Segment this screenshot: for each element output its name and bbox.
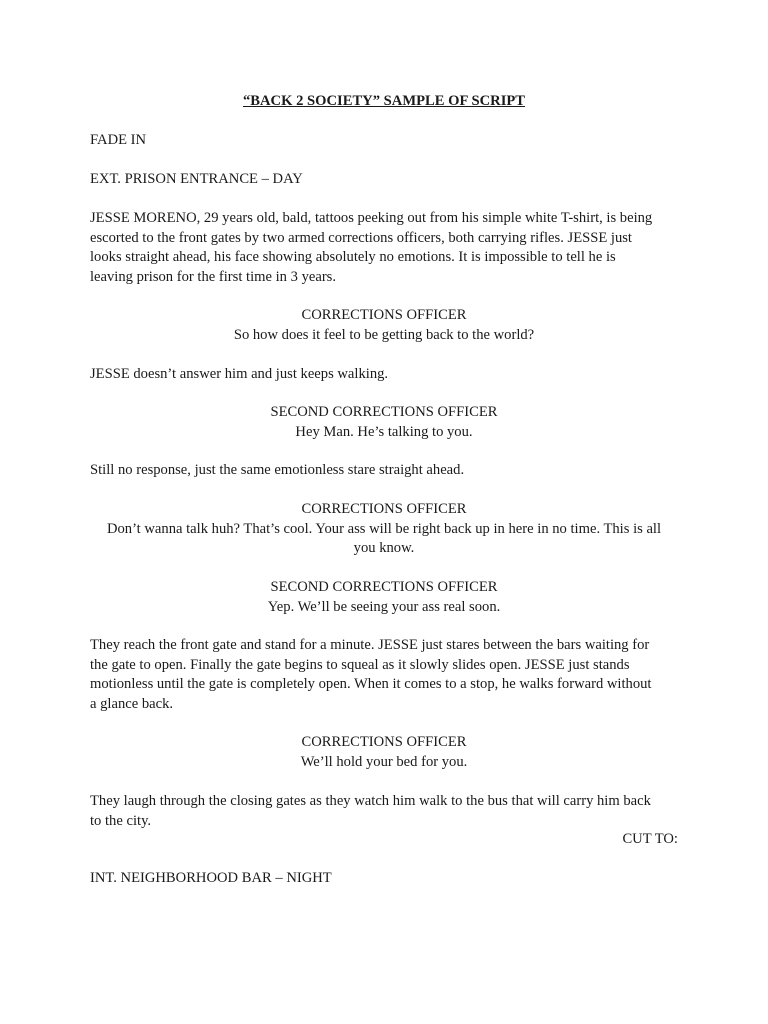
dialogue-block-1 <box>90 306 678 345</box>
dialogue-block-4 <box>90 578 678 617</box>
action-line: JESSE MORENO, 29 years old, bald, tattoos peeking out from his simple white T-shirt, is being <box>90 210 653 226</box>
action-line: They reach the front gate and stand for a minute. JESSE just stares between the bars waiting for <box>90 637 650 653</box>
character-name: CORRECTIONS OFFICER <box>301 501 467 517</box>
action-line: a glance back. <box>90 695 174 712</box>
dialogue-line: Yep. We’ll be seeing your ass real soon. <box>267 598 501 615</box>
dialogue-block-5 <box>90 733 678 772</box>
action-line: the gate to open. Finally the gate begins to squeal as it slowly slides open. JESSE just stands <box>90 656 630 673</box>
action-paragraph-4 <box>90 636 678 714</box>
action-line: escorted to the front gates by two armed corrections officers, both carrying rifles. JESSE just <box>90 229 632 246</box>
action-paragraph-5 <box>90 792 678 831</box>
dialogue-line: We’ll hold your bed for you. <box>300 753 468 770</box>
dialogue-line: Hey Man. He’s talking to you. <box>295 423 473 440</box>
character-name: CORRECTIONS OFFICER <box>301 734 467 750</box>
fade-in-transition: FADE IN <box>90 132 147 148</box>
scene-heading-1: EXT. PRISON ENTRANCE – DAY <box>90 171 303 187</box>
scene-heading-2: INT. NEIGHBORHOOD BAR – NIGHT <box>90 870 332 886</box>
character-name: CORRECTIONS OFFICER <box>301 307 467 323</box>
action-line: They laugh through the closing gates as they watch him walk to the bus that will carry him back <box>90 793 651 809</box>
action-line: leaving prison for the first time in 3 years. <box>90 268 337 285</box>
action-paragraph-3: Still no response, just the same emotionless stare straight ahead. <box>90 462 465 478</box>
dialogue-block-2 <box>90 403 678 442</box>
action-paragraph-1 <box>90 209 678 287</box>
character-name: SECOND CORRECTIONS OFFICER <box>270 404 498 420</box>
action-paragraph-2: JESSE doesn’t answer him and just keeps walking. <box>90 366 389 382</box>
script-page <box>90 0 678 1024</box>
dialogue-line: So how does it feel to be getting back to the world? <box>233 326 535 343</box>
action-line: looks straight ahead, his face showing absolutely no emotions. It is impossible to tell he is <box>90 249 616 265</box>
script-title: “BACK 2 SOCIETY” SAMPLE OF SCRIPT <box>242 93 526 109</box>
dialogue-line: Don’t wanna talk huh? That’s cool. Your ass will be right back up in here in no time. This is all <box>106 520 662 537</box>
dialogue-line: you know. <box>353 540 415 556</box>
action-line: to the city. <box>90 812 152 829</box>
cut-to-transition: CUT TO: <box>622 831 678 847</box>
character-name: SECOND CORRECTIONS OFFICER <box>270 579 498 595</box>
dialogue-block-3 <box>90 500 678 559</box>
action-line: motionless until the gate is completely open. When it comes to a stop, he walks forward without <box>90 676 652 692</box>
